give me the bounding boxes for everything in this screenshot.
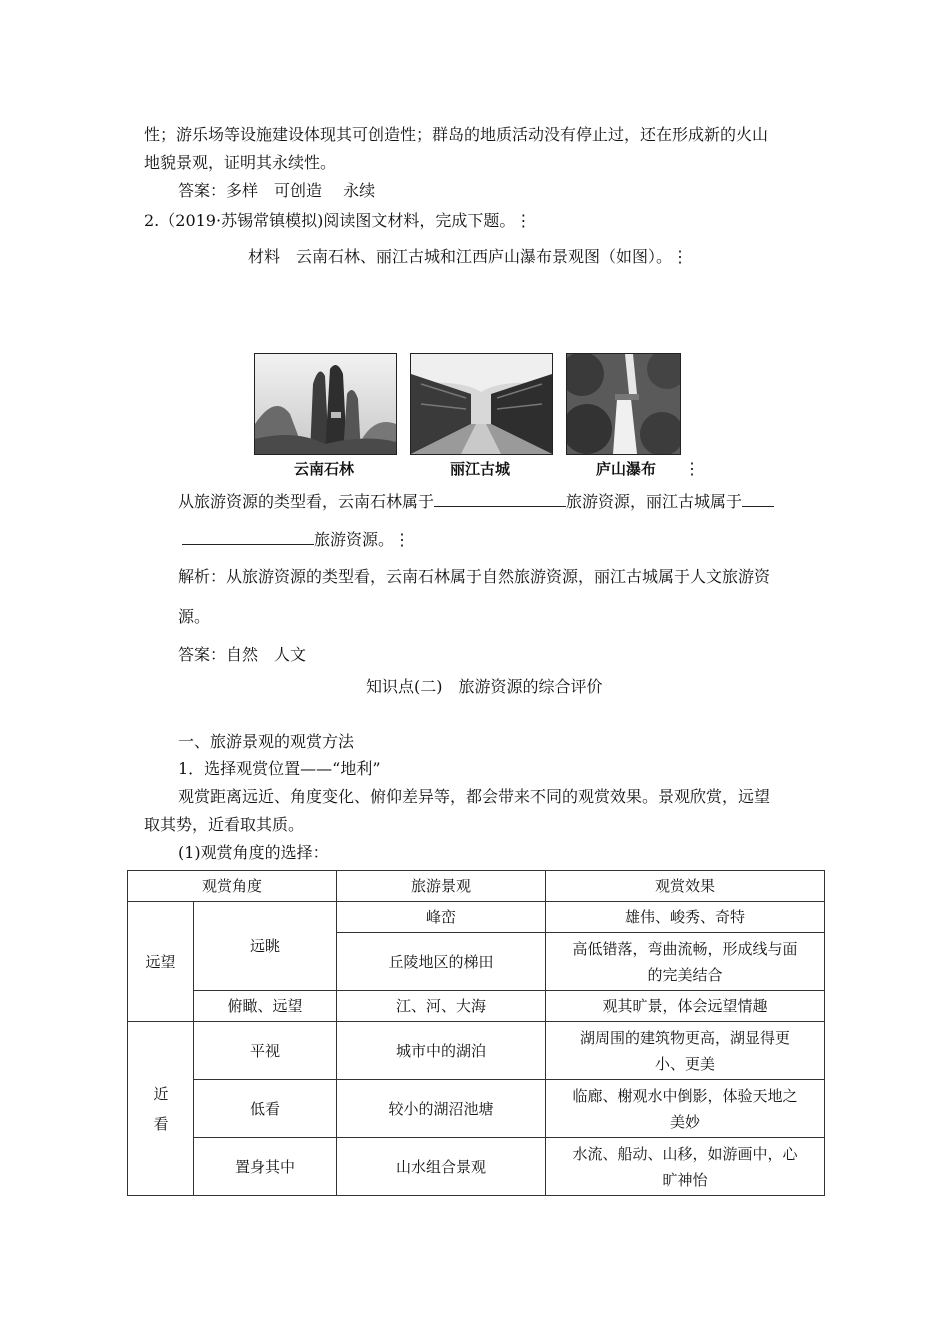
viewing-angle-table bbox=[127, 870, 825, 1196]
stone-forest-photo bbox=[254, 353, 397, 455]
effect-line: 高低错落，弯曲流畅，形成线与面 bbox=[572, 939, 798, 958]
effect-line: 小、更美 bbox=[655, 1054, 716, 1073]
subheading-2: 1．选择观赏位置——“地利” bbox=[178, 759, 381, 778]
angle-cell: 俯瞰、远望 bbox=[194, 991, 337, 1022]
caption-lijiang: 丽江古城 bbox=[449, 460, 510, 478]
caption-stone-forest: 云南石林 bbox=[293, 460, 354, 478]
angle-cell: 低看 bbox=[194, 1080, 337, 1138]
angle-cell: 置身其中 bbox=[194, 1138, 337, 1196]
para1-line1: 性；游乐场等设施建设体现其可创造性；群岛的地质活动没有停止过，还在形成新的火山 bbox=[144, 125, 769, 144]
table-row bbox=[128, 991, 825, 1022]
effect-line: 水流、船动、山移，如游画中，心 bbox=[572, 1144, 798, 1163]
question-2-title: 2.（2019·苏锡常镇模拟)阅读图文材料，完成下题。⋮ bbox=[144, 211, 532, 230]
header-scene: 旅游景观 bbox=[337, 871, 546, 902]
effect-line: 临廊、榭观水中倒影，体验天地之 bbox=[572, 1086, 798, 1105]
lushan-waterfall-photo bbox=[566, 353, 681, 455]
subheading-3: (1)观赏角度的选择： bbox=[178, 843, 329, 862]
scene-cell: 山水组合景观 bbox=[337, 1138, 546, 1196]
q2-answer: 答案：自然 人文 bbox=[178, 645, 307, 664]
effect-cell bbox=[546, 933, 825, 991]
scene-cell: 较小的湖沼池塘 bbox=[337, 1080, 546, 1138]
para1-line2: 地貌景观，证明其永续性。 bbox=[144, 153, 337, 172]
question-stem-line1 bbox=[178, 490, 774, 513]
question-stem-line2 bbox=[182, 528, 410, 551]
scene-cell: 丘陵地区的梯田 bbox=[337, 933, 546, 991]
header-effect: 观赏效果 bbox=[546, 871, 825, 902]
effect-cell bbox=[546, 1022, 825, 1080]
effect-cell: 观其旷景，体会远望情趣 bbox=[546, 991, 825, 1022]
group-far: 远望 bbox=[128, 902, 194, 1022]
scene-cell: 峰峦 bbox=[337, 902, 546, 933]
scene-cell: 城市中的湖泊 bbox=[337, 1022, 546, 1080]
stem-part-c: 旅游资源。⋮ bbox=[314, 530, 411, 549]
caption-lushan: 庐山瀑布 bbox=[595, 460, 656, 478]
group-near-char1: 近 bbox=[153, 1084, 169, 1103]
angle-cell: 平视 bbox=[194, 1022, 337, 1080]
effect-line: 的完美结合 bbox=[647, 965, 723, 984]
group-near-char2: 看 bbox=[153, 1114, 169, 1133]
angle-cell: 远眺 bbox=[194, 902, 337, 991]
answer-blank-2b bbox=[182, 528, 314, 545]
answer-blank-1 bbox=[434, 490, 566, 507]
para1-answer: 答案：多样 可创造 永续 bbox=[178, 181, 376, 200]
analysis-line1: 解析：从旅游资源的类型看，云南石林属于自然旅游资源，丽江古城属于人文旅游资 bbox=[178, 567, 771, 586]
answer-blank-2a bbox=[742, 490, 774, 507]
body-line1: 观赏距离远近、角度变化、俯仰差异等，都会带来不同的观赏效果。景观欣赏，远望 bbox=[178, 787, 771, 806]
body-line2: 取其势，近看取其质。 bbox=[144, 815, 305, 834]
analysis-line2: 源。 bbox=[178, 607, 211, 626]
effect-line: 美妙 bbox=[670, 1112, 701, 1131]
header-angle: 观赏角度 bbox=[128, 871, 337, 902]
section-heading: 知识点(二) 旅游资源的综合评价 bbox=[366, 677, 603, 696]
effect-cell bbox=[546, 1080, 825, 1138]
scene-cell: 江、河、大海 bbox=[337, 991, 546, 1022]
table-row bbox=[128, 1138, 825, 1196]
table-header-row bbox=[128, 871, 825, 902]
subheading-1: 一、旅游景观的观赏方法 bbox=[178, 732, 355, 751]
stem-part-b: 旅游资源，丽江古城属于 bbox=[566, 492, 743, 511]
effect-cell bbox=[546, 1138, 825, 1196]
stem-part-a: 从旅游资源的类型看，云南石林属于 bbox=[178, 492, 435, 511]
material-text: 材料 云南石林、丽江古城和江西庐山瀑布景观图（如图）。⋮ bbox=[248, 247, 689, 266]
lijiang-old-town-photo bbox=[410, 353, 553, 455]
caption-mark: ⋮ bbox=[684, 459, 700, 478]
table-row bbox=[128, 1022, 825, 1080]
effect-line: 湖周围的建筑物更高，湖显得更 bbox=[580, 1028, 791, 1047]
group-near bbox=[128, 1022, 194, 1196]
table-row bbox=[128, 902, 825, 933]
effect-line: 旷神怡 bbox=[662, 1170, 708, 1189]
effect-cell: 雄伟、峻秀、奇特 bbox=[546, 902, 825, 933]
table-row bbox=[128, 1080, 825, 1138]
